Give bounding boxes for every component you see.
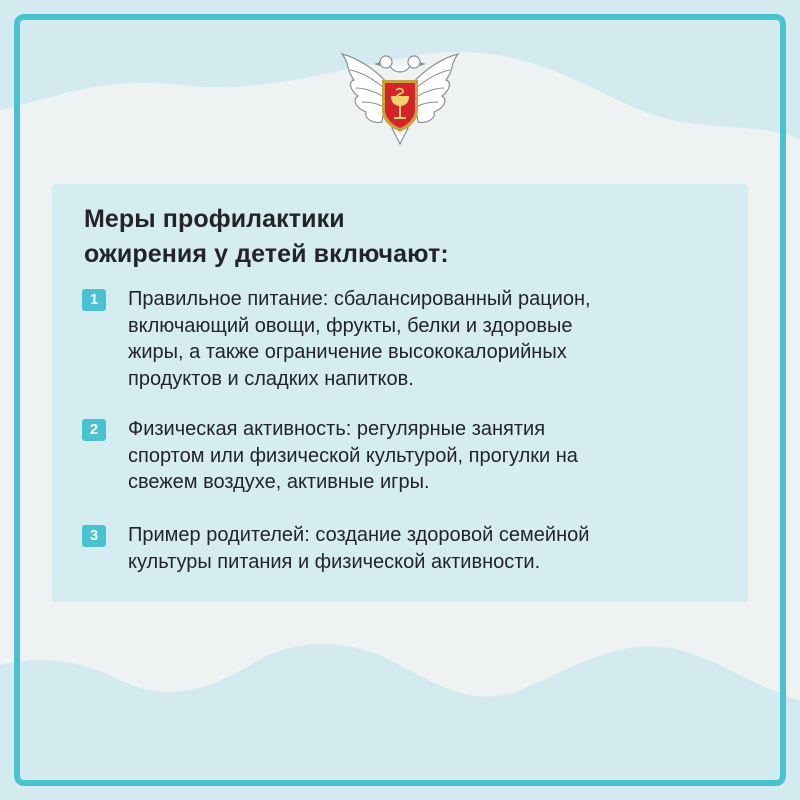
card-title	[84, 202, 704, 272]
text-line: Физическая активность: регулярные занятия	[128, 418, 546, 440]
text-line: свежем воздухе, активные игры.	[128, 471, 430, 493]
number-badge: 2	[82, 419, 106, 441]
number-badge: 1	[82, 289, 106, 311]
list-item-text	[128, 286, 738, 392]
list-item-text	[128, 522, 738, 575]
card-title-line: ожирения у детей включают:	[84, 240, 449, 268]
text-line: спортом или физической культурой, прогулки на	[128, 444, 578, 467]
prevention-card	[52, 184, 748, 602]
text-line: культуры питания и физической активности.	[128, 550, 541, 573]
card-title-line: Меры профилактики	[84, 205, 345, 233]
text-line: жиры, а также ограничение высококалорийных	[128, 341, 567, 363]
text-line: включающий овощи, фрукты, белки и здоровые	[128, 314, 573, 337]
text-line: продуктов и сладких напитков.	[128, 367, 414, 390]
ministry-emblem-icon	[336, 40, 464, 152]
number-badge: 3	[82, 525, 106, 547]
text-line: Пример родителей: создание здоровой семейной	[128, 524, 590, 546]
text-line: Правильное питание: сбалансированный рацион,	[128, 288, 591, 310]
list-item-text	[128, 416, 738, 496]
